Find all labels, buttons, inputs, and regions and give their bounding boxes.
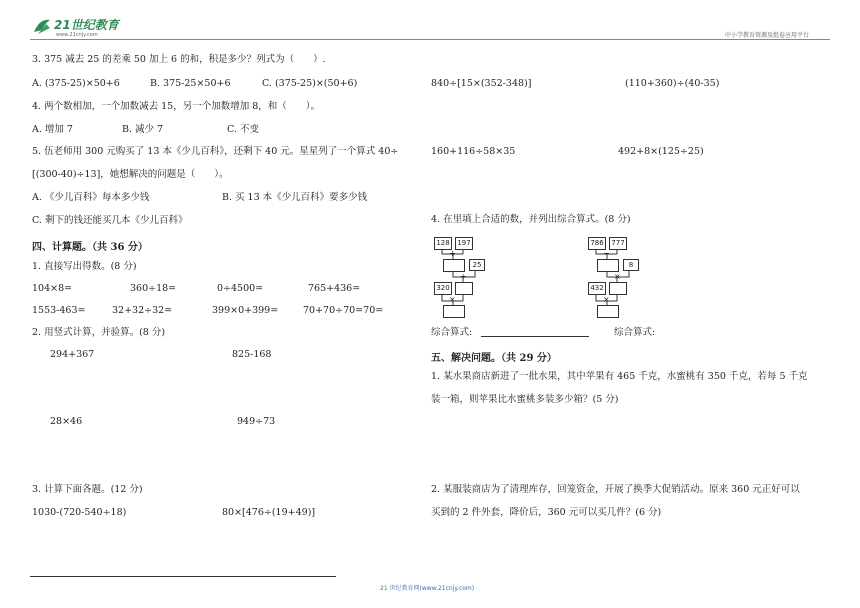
section-5-heading: 五、解决问题。（共 29 分） [431,353,557,364]
diagram-1-value-d: 320 [434,282,452,295]
q5-option-c: C. 剩下的钱还能买几本《少儿百科》 [32,215,188,226]
problem-2-line2: 买到的 2 件外套，降价后，360 元可以买几件？(6 分) [431,507,662,518]
diagram-2-value-c: 8 [623,259,639,271]
footer-divider [30,576,336,577]
header-divider [30,39,830,40]
diagram-2-op-2: × [614,272,621,281]
direct-calc-6: 32+32÷32= [112,305,173,316]
logo-icon [32,14,137,38]
q3-option-b: B. 375-25×50+6 [150,78,231,89]
direct-calc-4: 765+436= [308,283,361,294]
diagram-2-value-b: 777 [609,237,627,250]
vertical-calc-1: 294+367 [50,349,95,360]
diagram-2-blank-3[interactable] [597,305,619,318]
footer-link[interactable]: 21 世纪教育网(www.21cnjy.com) [380,585,475,592]
s4-question-3: 3. 计算下面各题。(12 分) [32,484,143,495]
flow-diagram-1 [433,237,493,317]
s4-question-2: 2. 用竖式计算，并验算。(8 分) [32,327,166,338]
vertical-calc-4: 949÷73 [237,416,276,427]
formula-label-2: 综合算式: [614,327,656,338]
section-4-heading: 四、计算题。（共 36 分） [32,242,148,253]
vertical-calc-2: 825-168 [232,349,272,360]
header-platform-text: 中小学教育资源及组卷应用平台 [725,32,810,39]
question-5-line2: [(300-40)÷13]，她想解决的问题是（ ）。 [32,169,229,180]
logo-sub: www.21cnjy.com [56,32,98,38]
diagram-2-op-3: × [603,295,610,304]
mixed-calc-5: 160+116÷58×35 [431,146,516,157]
diagram-1-op-1: + [449,249,456,258]
q5-option-a: A. 《少儿百科》每本多少钱 [32,192,150,203]
vertical-calc-3: 28×46 [50,416,83,427]
diagram-2-value-a: 786 [588,237,606,250]
mixed-calc-2: 80×[476÷(19+49)] [222,507,316,518]
problem-2-line1: 2. 某服装商店为了清理库存，回笼资金，开展了换季大促销活动。原来 360 元正好可以 [431,484,800,495]
direct-calc-7: 399×0+399= [212,305,279,316]
mixed-calc-3: 840÷[15×(352-348)] [431,78,532,89]
diagram-1-blank-2[interactable] [455,282,473,295]
direct-calc-8: 70+70÷70=70= [303,305,384,316]
mixed-calc-1: 1030-(720-540÷18) [32,507,127,518]
problem-1-line2: 装一箱，则苹果比水蜜桃多装多少箱？(5 分) [431,394,619,405]
diagram-2-blank-2[interactable] [609,282,627,295]
diagram-2-op-1: − [603,249,610,258]
q5-option-b: B. 买 13 本《少儿百科》要多少钱 [222,192,368,203]
q4-option-c: C. 不变 [227,124,259,135]
mixed-calc-6: 492+8×(125÷25) [618,146,704,157]
direct-calc-3: 0÷4500= [217,283,264,294]
diagram-1-op-3: × [449,295,456,304]
diagram-1-blank-3[interactable] [443,305,465,318]
question-5-line1: 5. 伍老师用 300 元购买了 13 本《少儿百科》，还剩下 40 元。星星列了一个算式 40÷ [32,146,399,157]
direct-calc-2: 360÷18= [130,283,177,294]
mixed-calc-4: (110+360)÷(40-35) [625,78,720,89]
formula-label-1: 综合算式: [431,327,473,338]
diagram-2-blank-1[interactable] [597,259,619,272]
formula-answer-line-1[interactable] [481,336,589,337]
diagram-1-value-b: 197 [455,237,473,250]
logo-text: 21世纪教育 [54,18,119,32]
site-logo [32,14,137,38]
question-3: 3. 375 减去 25 的差乘 50 加上 6 的和，积是多少？列式为（ ）. [32,54,326,65]
diagram-2-value-d: 432 [588,282,606,295]
s4-question-1: 1. 直接写出得数。(8 分) [32,261,137,272]
diagram-1-value-a: 128 [434,237,452,250]
direct-calc-5: 1553-463= [32,305,86,316]
question-4: 4. 两个数相加，一个加数减去 15，另一个加数增加 8，和（ ）。 [32,101,321,112]
flow-diagram-2 [587,237,647,317]
problem-1-line1: 1. 某水果商店新进了一批水果，其中苹果有 465 千克，水蜜桃有 350 千克，若每 5 千克 [431,371,808,382]
diagram-1-op-2: ÷ [460,272,467,281]
s4-question-4: 4. 在里填上合适的数，并列出综合算式。(8 分) [431,214,631,225]
diagram-1-value-c: 25 [469,259,485,271]
q3-option-a: A. (375-25)×50+6 [32,78,120,89]
q3-option-c: C. (375-25)×(50+6) [262,78,358,89]
direct-calc-1: 104×8= [32,283,73,294]
q4-option-a: A. 增加 7 [32,124,73,135]
q4-option-b: B. 减少 7 [122,124,164,135]
diagram-1-blank-1[interactable] [443,259,465,272]
